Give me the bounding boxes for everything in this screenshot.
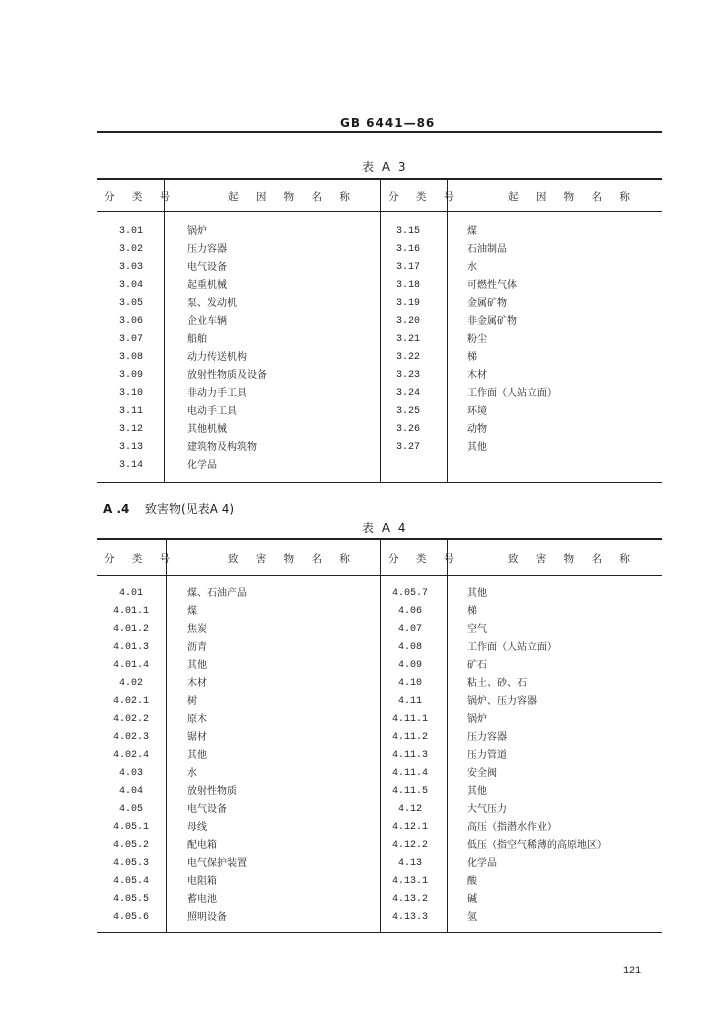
table-a4-right-code: 4.11.1: [391, 714, 428, 725]
table-a3-left-name: 非动力手工具: [187, 388, 247, 399]
table-a4-right-name: 酸: [467, 876, 477, 887]
table-a3-right-code: 3.27: [395, 442, 420, 453]
table-a4-left-code: 4.02.1: [112, 696, 149, 707]
table-a3-left-name: 起重机械: [187, 280, 227, 291]
table-a3-left-code: 3.05: [118, 298, 143, 309]
table-a3-left-code: 3.11: [118, 406, 143, 417]
table-a3-divider-2: [380, 179, 381, 482]
table-a4-left-name: 蓄电池: [187, 894, 217, 905]
table-a4-left-code: 4.04: [118, 786, 143, 797]
page-number: 121: [623, 966, 642, 977]
header-rule: [97, 131, 662, 133]
table-a4-left-code: 4.01.4: [112, 660, 149, 671]
table-a4-left-name: 配电箱: [187, 840, 217, 851]
table-a3-left-code: 3.03: [118, 262, 143, 273]
table-a3-left-name: 放射性物质及设备: [187, 370, 267, 381]
table-a3-right-code: 3.15: [395, 226, 420, 237]
table-a4-left-name: 煤: [187, 606, 197, 617]
table-a4-right-code: 4.11: [397, 696, 422, 707]
table-a3-divider-3: [447, 179, 448, 482]
table-a3-right-name: 木材: [467, 370, 487, 381]
table-a3-left-code: 3.08: [118, 352, 143, 363]
table-a3-left-code: 3.01: [118, 226, 143, 237]
table-a4-bottom-rule: [97, 932, 662, 933]
table-a4-left-name: 焦炭: [187, 624, 207, 635]
table-a4-left-code: 4.01.2: [112, 624, 149, 635]
table-a3-right-name: 金属矿物: [467, 298, 507, 309]
table-a4-caption: 表 A 4: [362, 521, 408, 535]
table-a4-left-name: 电气设备: [187, 804, 227, 815]
table-a4-right-name: 其他: [467, 786, 487, 797]
table-a4-right-name: 空气: [467, 624, 487, 635]
table-a3-left-name: 动力传送机构: [187, 352, 247, 363]
table-a3-left-name: 锅炉: [187, 226, 207, 237]
table-a4-right-code: 4.06: [397, 606, 422, 617]
table-a3-col-name-right: 起 因 物 名 称: [508, 191, 637, 203]
table-a4-left-name: 放射性物质: [187, 786, 237, 797]
table-a4-right-name: 低压（指空气稀薄的高原地区）: [467, 840, 607, 851]
table-a3-right-name: 粉尘: [467, 334, 487, 345]
table-a4-right-name: 压力管道: [467, 750, 507, 761]
standard-number: GB 6441—86: [340, 116, 436, 130]
table-a3-col-name-left: 起 因 物 名 称: [228, 191, 357, 203]
table-a4-left-name: 电气保护装置: [187, 858, 247, 869]
table-a3-right-name: 工作面（人站立面）: [467, 388, 557, 399]
table-a4-right-code: 4.13.3: [391, 912, 428, 923]
table-a4-right-name: 锅炉、压力容器: [467, 696, 537, 707]
table-a4-left-name: 母线: [187, 822, 207, 833]
table-a4-right-code: 4.13: [397, 858, 422, 869]
table-a4-left-code: 4.01.3: [112, 642, 149, 653]
table-a4-right-code: 4.10: [397, 678, 422, 689]
table-a4-left-code: 4.05: [118, 804, 143, 815]
table-a4-right-code: 4.09: [397, 660, 422, 671]
table-a4-left-code: 4.05.2: [112, 840, 149, 851]
table-a4-divider-3: [447, 539, 448, 932]
table-a3-right-code: 3.19: [395, 298, 420, 309]
table-a4-right-code: 4.11.5: [391, 786, 428, 797]
table-a4-left-name: 木材: [187, 678, 207, 689]
table-a3-right-code: 3.18: [395, 280, 420, 291]
table-a4-left-code: 4.03: [118, 768, 143, 779]
table-a3-right-code: 3.25: [395, 406, 420, 417]
table-a4-right-code: 4.13.2: [391, 894, 428, 905]
table-a4-left-name: 水: [187, 768, 197, 779]
table-a3-left-name: 电气设备: [187, 262, 227, 273]
table-a4-left-code: 4.01: [118, 588, 143, 599]
table-a4-left-code: 4.05.1: [112, 822, 149, 833]
table-a4-right-name: 安全阀: [467, 768, 497, 779]
table-a3-right-name: 煤: [467, 226, 477, 237]
table-a4-right-name: 矿石: [467, 660, 487, 671]
table-a3-right-code: 3.20: [395, 316, 420, 327]
table-a3-left-name: 电动手工具: [187, 406, 237, 417]
table-a3-left-name: 泵、发动机: [187, 298, 237, 309]
table-a3-left-name: 压力容器: [187, 244, 227, 255]
table-a4-left-code: 4.02: [118, 678, 143, 689]
table-a4-right-name: 其他: [467, 588, 487, 599]
table-a3-right-code: 3.24: [395, 388, 420, 399]
table-a4-col-code-right: 分 类 号: [388, 553, 462, 565]
table-a3-left-code: 3.02: [118, 244, 143, 255]
table-a4-left-name: 树: [187, 696, 197, 707]
table-a3-right-name: 其他: [467, 442, 487, 453]
table-a3-left-name: 企业车辆: [187, 316, 227, 327]
table-a4-left-name: 其他: [187, 750, 207, 761]
table-a4-left-name: 锯材: [187, 732, 207, 743]
table-a3-left-name: 其他机械: [187, 424, 227, 435]
table-a3-right-name: 水: [467, 262, 477, 273]
table-a4-left-code: 4.02.3: [112, 732, 149, 743]
table-a3-left-name: 建筑物及构筑物: [187, 442, 257, 453]
table-a3-left-code: 3.09: [118, 370, 143, 381]
table-a3-right-code: 3.26: [395, 424, 420, 435]
table-a4-right-code: 4.12.1: [391, 822, 428, 833]
table-a4-col-name-left: 致 害 物 名 称: [228, 553, 357, 565]
table-a4-right-code: 4.11.4: [391, 768, 428, 779]
table-a3-right-code: 3.23: [395, 370, 420, 381]
table-a3-left-code: 3.14: [118, 460, 143, 471]
table-a4-right-name: 氢: [467, 912, 477, 923]
table-a3-right-code: 3.17: [395, 262, 420, 273]
table-a3-left-code: 3.12: [118, 424, 143, 435]
table-a4-right-code: 4.11.2: [391, 732, 428, 743]
table-a4-right-name: 梯: [467, 606, 477, 617]
table-a3-left-code: 3.10: [118, 388, 143, 399]
table-a4-left-code: 4.02.2: [112, 714, 149, 725]
table-a3-col-code-left: 分 类 号: [104, 191, 178, 203]
table-a4-left-name: 其他: [187, 660, 207, 671]
table-a3-left-name: 化学品: [187, 460, 217, 471]
table-a3-left-code: 3.06: [118, 316, 143, 327]
section-a4-number: A .4: [103, 502, 130, 516]
table-a4-left-code: 4.05.4: [112, 876, 149, 887]
table-a3-left-code: 3.13: [118, 442, 143, 453]
table-a4-left-name: 沥青: [187, 642, 207, 653]
table-a4-left-code: 4.01.1: [112, 606, 149, 617]
section-a4-heading: [103, 500, 234, 517]
table-a3-right-name: 可燃性气体: [467, 280, 517, 291]
table-a4-col-code-left: 分 类 号: [104, 553, 178, 565]
table-a4-right-name: 压力容器: [467, 732, 507, 743]
table-a4-left-code: 4.05.3: [112, 858, 149, 869]
table-a4-right-name: 高压（指潜水作业）: [467, 822, 557, 833]
table-a3-right-code: 3.21: [395, 334, 420, 345]
table-a4-right-name: 工作面（人站立面）: [467, 642, 557, 653]
table-a4-left-name: 原木: [187, 714, 207, 725]
table-a4-right-name: 碱: [467, 894, 477, 905]
table-a4-left-name: 电阻箱: [187, 876, 217, 887]
table-a4-right-code: 4.05.7: [391, 588, 428, 599]
table-a4-right-code: 4.12: [397, 804, 422, 815]
table-a3-col-code-right: 分 类 号: [388, 191, 462, 203]
table-a4-left-name: 煤、石油产品: [187, 588, 247, 599]
table-a3-left-name: 船舶: [187, 334, 207, 345]
table-a3-right-name: 石油制品: [467, 244, 507, 255]
table-a4-right-name: 粘土、砂、石: [467, 678, 527, 689]
section-a4-title: 致害物(见表A 4): [145, 502, 235, 516]
table-a4-right-code: 4.07: [397, 624, 422, 635]
table-a3-right-name: 梯: [467, 352, 477, 363]
table-a4-right-code: 4.12.2: [391, 840, 428, 851]
table-a3-bottom-rule: [97, 482, 662, 483]
table-a3-caption: 表 A 3: [362, 160, 408, 174]
table-a4-col-name-right: 致 害 物 名 称: [508, 553, 637, 565]
table-a3-right-name: 非金属矿物: [467, 316, 517, 327]
table-a4-left-code: 4.05.5: [112, 894, 149, 905]
table-a4-right-name: 大气压力: [467, 804, 507, 815]
table-a4-right-name: 锅炉: [467, 714, 487, 725]
table-a4-left-code: 4.02.4: [112, 750, 149, 761]
table-a4-right-name: 化学品: [467, 858, 497, 869]
table-a3-right-code: 3.16: [395, 244, 420, 255]
table-a3-right-name: 动物: [467, 424, 487, 435]
table-a4-divider-1: [166, 539, 167, 932]
table-a3-left-code: 3.07: [118, 334, 143, 345]
table-a4-right-code: 4.08: [397, 642, 422, 653]
table-a4-right-code: 4.13.1: [391, 876, 428, 887]
table-a3-divider-1: [164, 179, 165, 482]
table-a3-right-name: 环境: [467, 406, 487, 417]
table-a3-left-code: 3.04: [118, 280, 143, 291]
table-a4-left-name: 照明设备: [187, 912, 227, 923]
table-a4-left-code: 4.05.6: [112, 912, 149, 923]
table-a4-right-code: 4.11.3: [391, 750, 428, 761]
table-a3-right-code: 3.22: [395, 352, 420, 363]
